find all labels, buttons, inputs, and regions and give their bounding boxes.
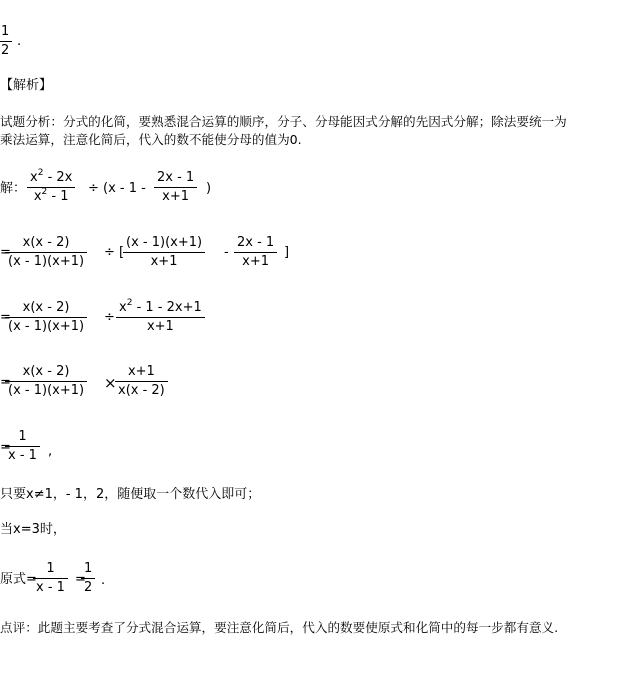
fraction-bar	[81, 578, 95, 579]
answer-numerator: 1	[1, 24, 10, 39]
step1-divide-bracket: ÷ [	[104, 245, 125, 260]
step2-f2-denominator: x+1	[146, 319, 174, 334]
result-f1-denominator: x - 1	[36, 580, 65, 595]
fraction-bar	[116, 317, 205, 318]
comment-line: 点评：此题主要考查了分式混合运算，要注意化简后，代入的数要使原式和化简中的每一步都有意义.	[0, 620, 559, 635]
step0-f1-denominator: $x^2 - 1$	[33, 187, 69, 204]
fraction-bar	[27, 187, 75, 188]
fraction-bar	[154, 187, 197, 188]
step3-f2-denominator: x(x - 2)	[118, 383, 165, 398]
result-label: 原式=	[0, 572, 37, 587]
fraction-bar	[0, 41, 12, 42]
step2-f1-numerator: x(x - 2)	[22, 300, 70, 315]
step1-f2-denominator: x+1	[150, 254, 178, 269]
answer-denominator: 2	[1, 43, 10, 58]
step3-f2-numerator: x+1	[127, 364, 155, 379]
solution-label: 解：	[0, 181, 27, 196]
step1-f3-numerator: 2x - 1	[237, 235, 275, 250]
fraction-bar	[5, 252, 87, 253]
step2-divide: ÷	[104, 310, 115, 325]
step4-numerator: 1	[18, 429, 27, 444]
step3-equals: =	[0, 375, 11, 390]
result-period: .	[101, 573, 106, 588]
step1-minus: -	[224, 245, 229, 260]
result-f2-numerator: 1	[84, 561, 93, 576]
answer-period: .	[17, 34, 22, 49]
result-fraction-1	[33, 561, 68, 596]
analysis-line-2: 乘法运算，注意化简后，代入的数不能使分母的值为0.	[0, 132, 302, 147]
step2-fraction-2	[116, 300, 205, 335]
result-f1-numerator: 1	[46, 561, 55, 576]
step3-f1-numerator: x(x - 2)	[22, 364, 70, 379]
step0-f2-denominator: x+1	[162, 189, 190, 204]
answer-fraction	[0, 24, 12, 59]
fraction-bar	[5, 381, 87, 382]
step1-f3-denominator: x+1	[242, 254, 270, 269]
fraction-bar	[115, 381, 168, 382]
step1-f2-numerator: (x - 1)(x+1)	[126, 235, 203, 250]
step1-equals: =	[0, 245, 11, 260]
step1-fraction-1	[5, 235, 87, 270]
result-f2-denominator: 2	[84, 580, 93, 595]
fraction-bar	[234, 252, 277, 253]
step1-f1-denominator: (x - 1)(x+1)	[8, 254, 85, 269]
step0-fraction-2	[154, 170, 197, 205]
step1-close-bracket: ]	[284, 245, 290, 260]
step2-f1-denominator: (x - 1)(x+1)	[8, 319, 85, 334]
condition-line: 只要x≠1，- 1，2，随便取一个数代入即可；	[0, 487, 261, 502]
step1-fraction-2	[123, 235, 205, 270]
fraction-bar	[33, 578, 68, 579]
step2-equals: =	[0, 310, 11, 325]
step0-f2-numerator: 2x - 1	[157, 170, 195, 185]
step0-fraction-1	[27, 170, 75, 205]
step4-fraction	[5, 429, 40, 464]
step3-fraction-2	[115, 364, 168, 399]
step3-times: ×	[104, 374, 117, 392]
step1-fraction-3	[234, 235, 277, 270]
step3-fraction-1	[5, 364, 87, 399]
step1-f1-numerator: x(x - 2)	[22, 235, 70, 250]
step2-fraction-1	[5, 300, 87, 335]
fraction-bar	[5, 317, 87, 318]
result-equals: =	[75, 572, 86, 587]
step4-denominator: x - 1	[8, 448, 37, 463]
step0-f1-numerator: $x^2 - 2x$	[30, 168, 73, 185]
result-fraction-2	[81, 561, 95, 596]
fraction-bar	[123, 252, 205, 253]
step4-comma: ,	[48, 444, 53, 459]
analysis-line-1: 试题分析：分式的化简，要熟悉混合运算的顺序，分子、分母能因式分解的先因式分解；除法要统一为	[0, 114, 567, 129]
step3-f1-denominator: (x - 1)(x+1)	[8, 383, 85, 398]
section-heading: 【解析】	[0, 78, 53, 93]
step4-equals: =	[0, 440, 11, 455]
step2-f2-numerator: $x^2 - 1 - 2x+1$	[119, 298, 202, 315]
substitution-line: 当x=3时，	[0, 522, 66, 537]
fraction-bar	[5, 446, 40, 447]
step0-divide-open: ÷ (x - 1 -	[88, 181, 146, 196]
step0-close-paren: )	[206, 181, 212, 196]
